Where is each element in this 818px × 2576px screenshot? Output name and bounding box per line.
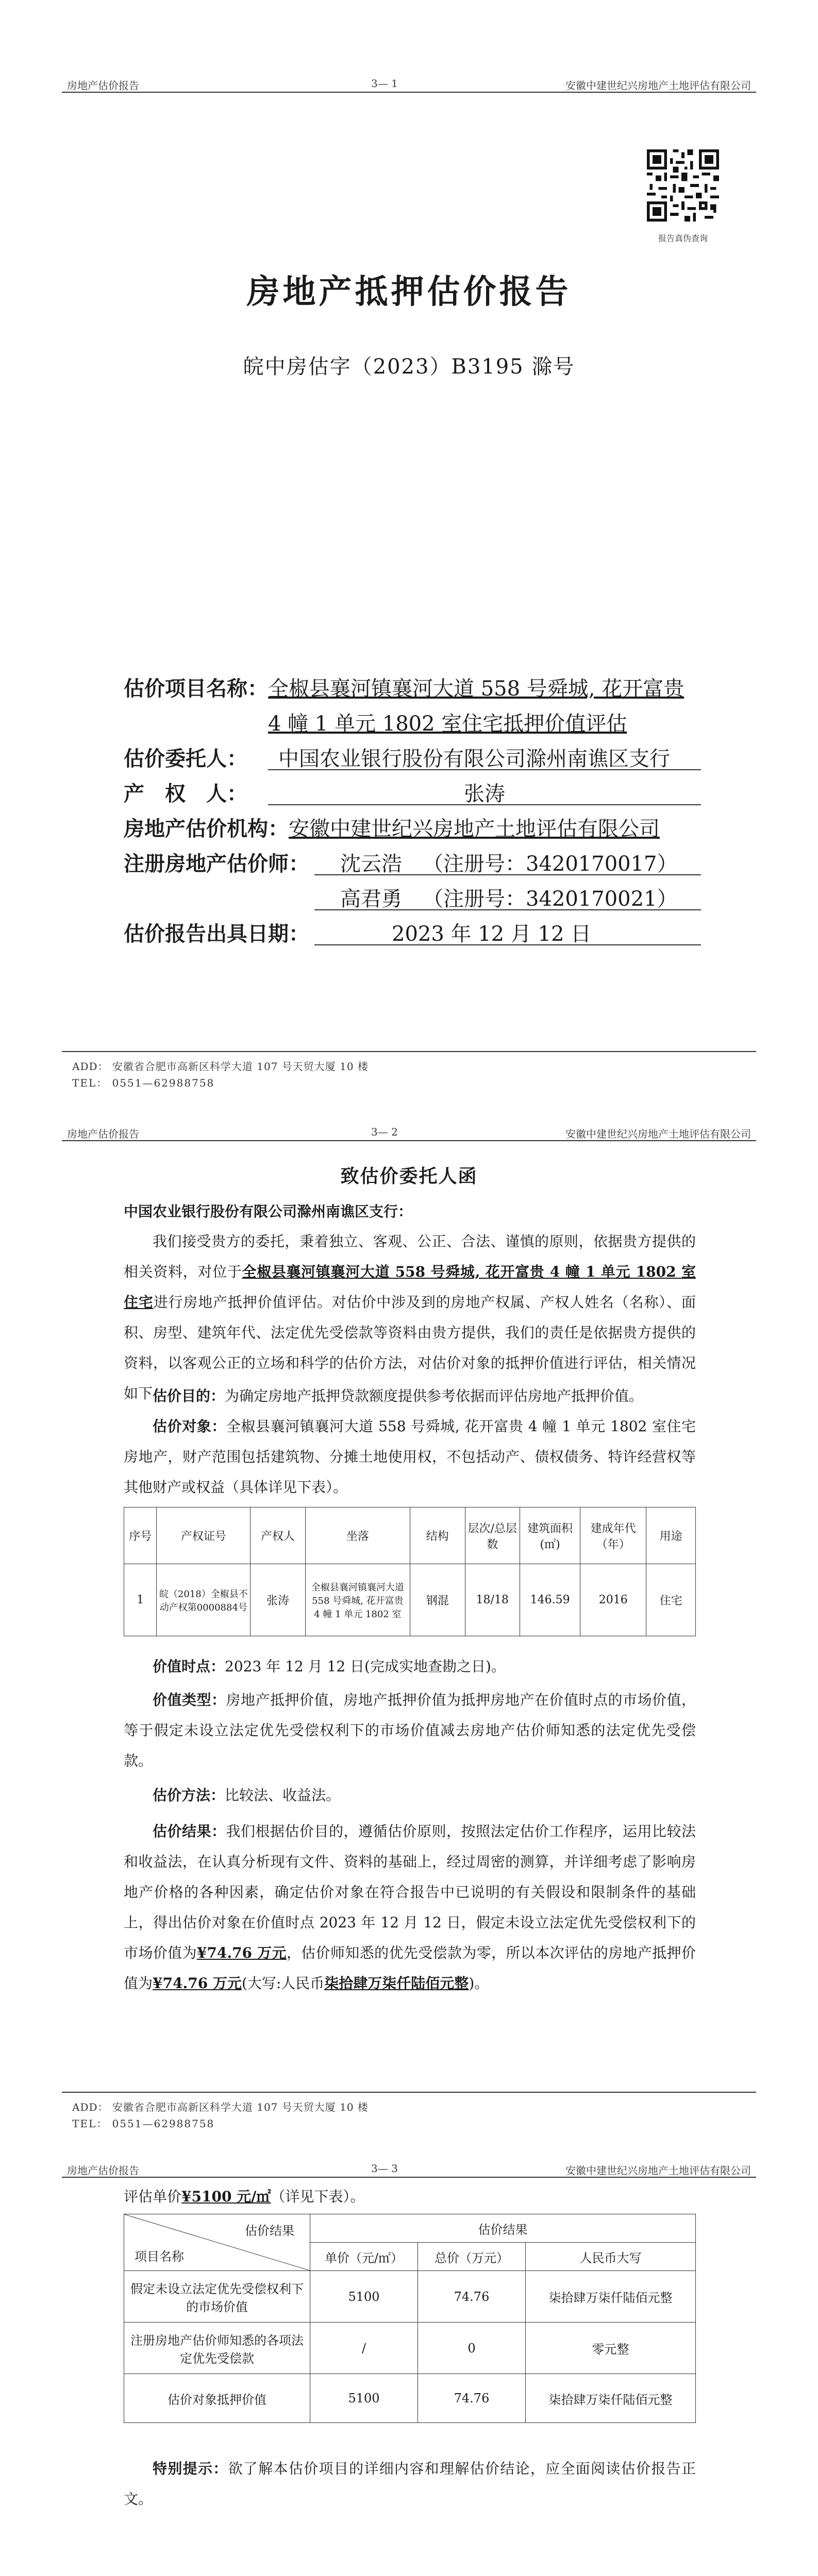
owner-label: 产 权 人： bbox=[124, 782, 247, 806]
valuedate-text: 2023 年 12 月 12 日(完成实地查勘之日)。 bbox=[225, 1658, 506, 1675]
col-floor: 层次/总层数 bbox=[465, 1507, 520, 1564]
header-company: 安徽中建世纪兴房地产土地评估有限公司 bbox=[565, 79, 751, 92]
client-row bbox=[124, 742, 716, 777]
col-area: 建筑面积(㎡) bbox=[520, 1507, 580, 1564]
cell-unit-price: 5100 bbox=[310, 2271, 418, 2323]
report-title: 房地产抵押估价报告 bbox=[246, 273, 572, 311]
client-label: 估价委托人： bbox=[124, 747, 247, 771]
appraiser2-reg: （注册号：3420170021） bbox=[423, 887, 678, 911]
cell-amount-words: 柒拾肆万柒仟陆佰元整 bbox=[526, 2374, 696, 2423]
valuetype-label: 价值类型： bbox=[153, 1691, 226, 1708]
row-label: 估价对象抵押价值 bbox=[124, 2374, 310, 2423]
intro-text-a: 我们接受贵方的委托，秉着独立、客观、公正、合法、谨慎的原则，依据贵方提供的相关资料，对位于 bbox=[124, 1233, 696, 1280]
row-label: 注册房地产估价师知悉的各项法定优先受偿款 bbox=[124, 2323, 310, 2374]
footer-tel: TEL： 0551—62988758 bbox=[72, 2117, 215, 2130]
header-left: 房地产估价报告 bbox=[67, 79, 139, 92]
client-value: 中国农业银行股份有限公司滁州南谯区支行 bbox=[278, 747, 670, 771]
valuetype-paragraph bbox=[124, 1685, 696, 1776]
valuetype-text: 房地产抵押价值，房地产抵押价值为抵押房地产在价值时点的市场价值，等于假定未设立法定优先受偿权利下的市场价值减去房地产估价师知悉的法定优先受偿款。 bbox=[124, 1691, 696, 1769]
cell-total-price: 74.76 bbox=[418, 2271, 526, 2323]
header-left: 房地产估价报告 bbox=[67, 2164, 139, 2177]
valuedate-label: 价值时点： bbox=[153, 1658, 225, 1675]
cell-floor: 18/18 bbox=[465, 1564, 520, 1636]
appraiser1-reg: （注册号：3420170017） bbox=[423, 852, 678, 876]
page-footer bbox=[62, 1051, 756, 1092]
appraiser2-underline bbox=[314, 909, 701, 910]
cell-cert: 皖（2018）全椒县不动产权第0000884号 bbox=[157, 1564, 251, 1636]
header-left: 房地产估价报告 bbox=[67, 1128, 139, 1140]
footer-address: ADD： 安徽省合肥市高新区科学大道 107 号天贸大厦 10 楼 bbox=[72, 1060, 369, 1073]
page-header bbox=[62, 2162, 756, 2178]
report-number: 皖中房估字（2023）B3195 滁号 bbox=[243, 355, 575, 379]
col-seq: 序号 bbox=[124, 1507, 157, 1564]
header-page-number: 3— 3 bbox=[371, 2162, 398, 2175]
special-notice bbox=[124, 2453, 696, 2514]
table-row bbox=[124, 2323, 696, 2374]
col-owner: 产权人 bbox=[251, 1507, 305, 1564]
footer-tel: TEL： 0551—62988758 bbox=[72, 1077, 215, 1089]
table-row bbox=[124, 2271, 696, 2323]
col-cert: 产权证号 bbox=[157, 1507, 251, 1564]
project-name-line1: 全椒县襄河镇襄河大道 558 号舜城, 花开富贵 bbox=[268, 677, 685, 701]
unit-price-line bbox=[124, 2185, 364, 2206]
col-total-price: 总价（万元） bbox=[418, 2243, 526, 2271]
project-name-row-2 bbox=[124, 707, 716, 742]
object-paragraph bbox=[124, 1411, 696, 1502]
page-header bbox=[62, 77, 756, 93]
owner-value: 张涛 bbox=[464, 782, 505, 806]
date-underline bbox=[314, 944, 701, 945]
method-text: 比较法、收益法。 bbox=[225, 1787, 341, 1804]
header-company: 安徽中建世纪兴房地产土地评估有限公司 bbox=[565, 2164, 751, 2177]
cell-year: 2016 bbox=[580, 1564, 646, 1636]
cover-info-block bbox=[124, 672, 716, 953]
method-paragraph bbox=[124, 1780, 696, 1810]
footer-rule bbox=[62, 2092, 756, 2093]
owner-row bbox=[124, 777, 716, 812]
header-page-number: 3— 2 bbox=[371, 1126, 398, 1138]
result-group-header: 估价结果 bbox=[310, 2214, 696, 2243]
cell-unit-price: / bbox=[310, 2323, 418, 2374]
agency-row bbox=[124, 812, 716, 848]
table-row bbox=[124, 1564, 696, 1636]
page-header bbox=[62, 1126, 756, 1141]
result-text-a: 我们根据估价目的，遵循估价原则，按照法定估价工作程序，运用比较法和收益法，在认真分析现有文件、资料的基础上，经过周密的测算，并详细考虑了影响房地产价格的各种因素，确定估价对象在符合报告中已说明的有关假设和限制条件的基础上，得出估价对象在价值时点 2023 年 12 月 12 日，假定未设立法定优先受偿权利下的市场价值为 bbox=[124, 1823, 696, 1961]
diagonal-header-cell bbox=[124, 2214, 310, 2271]
letter-salutation: 中国农业银行股份有限公司滁州南谯区支行： bbox=[124, 1203, 413, 1220]
object-label: 估价对象： bbox=[153, 1418, 226, 1435]
page-letter bbox=[0, 1095, 818, 2131]
owner-underline bbox=[268, 804, 701, 805]
project-name-row bbox=[124, 672, 716, 707]
unit-price-value: ¥5100 元/㎡ bbox=[181, 2188, 271, 2205]
client-underline bbox=[268, 769, 701, 770]
cell-amount-words: 柒拾肆万柒仟陆佰元整 bbox=[526, 2271, 696, 2323]
purpose-paragraph bbox=[124, 1381, 696, 1411]
col-unit-price: 单价（元/㎡） bbox=[310, 2243, 418, 2271]
cell-seq: 1 bbox=[124, 1564, 157, 1636]
footer-rule bbox=[62, 1051, 756, 1052]
property-table-header bbox=[124, 1507, 696, 1564]
object-text: 全椒县襄河镇襄河大道 558 号舜城, 花开富贵 4 幢 1 单元 1802 室住宅房地产，财产范围包括建筑物、分摊土地使用权，不包括动产、债权债务、特许经营权等其他财产或权益（具体详见下表）。 bbox=[124, 1418, 696, 1496]
appraiser-row-2 bbox=[124, 883, 716, 918]
notice-text: 欲了解本估价项目的详细内容和理解估价结论，应全面阅读估价报告正文。 bbox=[124, 2460, 696, 2507]
header-company: 安徽中建世纪兴房地产土地评估有限公司 bbox=[565, 1128, 751, 1140]
appraiser-row-1 bbox=[124, 848, 716, 883]
result-value-words: 柒拾肆万柒仟陆佰元整 bbox=[324, 1975, 469, 1992]
appraiser2-name: 高君勇 bbox=[340, 887, 402, 911]
diagonal-top-label: 估价结果 bbox=[245, 2224, 294, 2238]
table-row bbox=[124, 2374, 696, 2423]
row-label: 假定未设立法定优先受偿权利下的市场价值 bbox=[124, 2271, 310, 2323]
col-location: 坐落 bbox=[305, 1507, 410, 1564]
result-market-value: ¥74.76 万元 bbox=[196, 1944, 287, 1961]
diagonal-bottom-label: 项目名称 bbox=[135, 2249, 184, 2264]
cell-total-price: 74.76 bbox=[418, 2374, 526, 2423]
cell-total-price: 0 bbox=[418, 2323, 526, 2374]
project-name-label: 估价项目名称： bbox=[124, 676, 268, 701]
cell-owner: 张涛 bbox=[251, 1564, 305, 1636]
property-table bbox=[124, 1507, 696, 1636]
result-text-d: )。 bbox=[469, 1975, 489, 1992]
agency-value: 安徽中建世纪兴房地产土地评估有限公司 bbox=[289, 817, 660, 841]
qr-code[interactable] bbox=[647, 149, 719, 222]
method-label: 估价方法： bbox=[153, 1787, 225, 1804]
letter-title: 致估价委托人函 bbox=[340, 1165, 478, 1187]
result-mortgage-value: ¥74.76 万元 bbox=[153, 1975, 242, 1992]
purpose-label: 估价目的： bbox=[153, 1387, 225, 1404]
agency-label: 房地产估价机构： bbox=[124, 817, 289, 841]
appraiser1-underline bbox=[314, 874, 701, 875]
unit-price-prefix: 评估单价 bbox=[124, 2188, 182, 2205]
result-text-c: (大写:人民币 bbox=[241, 1975, 325, 1992]
result-label: 估价结果： bbox=[153, 1823, 226, 1840]
col-structure: 结构 bbox=[410, 1507, 465, 1564]
col-year: 建成年代（年） bbox=[580, 1507, 646, 1564]
cell-area: 146.59 bbox=[520, 1564, 580, 1636]
qr-caption: 报告真伪查询 bbox=[658, 233, 708, 243]
page-cover bbox=[0, 0, 818, 1095]
purpose-text: 为确定房地产抵押贷款额度提供参考依据而评估房地产抵押价值。 bbox=[225, 1387, 644, 1404]
result-paragraph bbox=[124, 1816, 696, 1998]
valuedate-paragraph bbox=[124, 1651, 696, 1682]
col-amount-words: 人民币大写 bbox=[526, 2243, 696, 2271]
appraiser1-name: 沈云浩 bbox=[340, 852, 402, 876]
result-table-header-1 bbox=[124, 2214, 696, 2243]
project-name-line2: 4 幢 1 单元 1802 室住宅抵押价值评估 bbox=[268, 712, 627, 736]
cell-unit-price: 5100 bbox=[310, 2374, 418, 2423]
page-results bbox=[0, 2131, 818, 2576]
col-usage: 用途 bbox=[646, 1507, 696, 1564]
cell-location: 全椒县襄河镇襄河大道 558 号舜城, 花开富贵 4 幢 1 单元 1802 室 bbox=[305, 1564, 410, 1636]
appraiser-label: 注册房地产估价师： bbox=[124, 852, 309, 876]
cell-structure: 钢混 bbox=[410, 1564, 465, 1636]
header-page-number: 3— 1 bbox=[371, 77, 398, 90]
date-row bbox=[124, 918, 716, 953]
unit-price-suffix: （详见下表）。 bbox=[271, 2188, 365, 2205]
intro-property: 全椒县襄河镇襄河大道 558 号舜城, 花开富贵 4 幢 1 单元 1802 室住宅 bbox=[124, 1263, 696, 1311]
date-label: 估价报告出具日期： bbox=[124, 922, 309, 946]
intro-text-c: 进行房地产抵押价值评估。对估价中涉及到的房地产权属、产权人姓名（名称）、面积、房型、建筑年代、法定优先受偿款等资料由贵方提供，我们的责任是依据贵方提供的资料，以客观公正的立场和科学的估价方法，对估价对象的抵押价值进行评估，相关情况如下： bbox=[124, 1294, 696, 1402]
cell-usage: 住宅 bbox=[646, 1564, 696, 1636]
valuation-result-table bbox=[124, 2214, 696, 2423]
cell-amount-words: 零元整 bbox=[526, 2323, 696, 2374]
page-footer bbox=[62, 2092, 756, 2131]
result-text-b: ，估价师知悉的优先受偿款为零，所以本次评估的房地产抵押价值为 bbox=[124, 1944, 696, 1992]
footer-address: ADD： 安徽省合肥市高新区科学大道 107 号天贸大厦 10 楼 bbox=[72, 2101, 369, 2113]
notice-label: 特别提示： bbox=[153, 2460, 228, 2477]
date-value: 2023 年 12 月 12 日 bbox=[392, 922, 592, 946]
